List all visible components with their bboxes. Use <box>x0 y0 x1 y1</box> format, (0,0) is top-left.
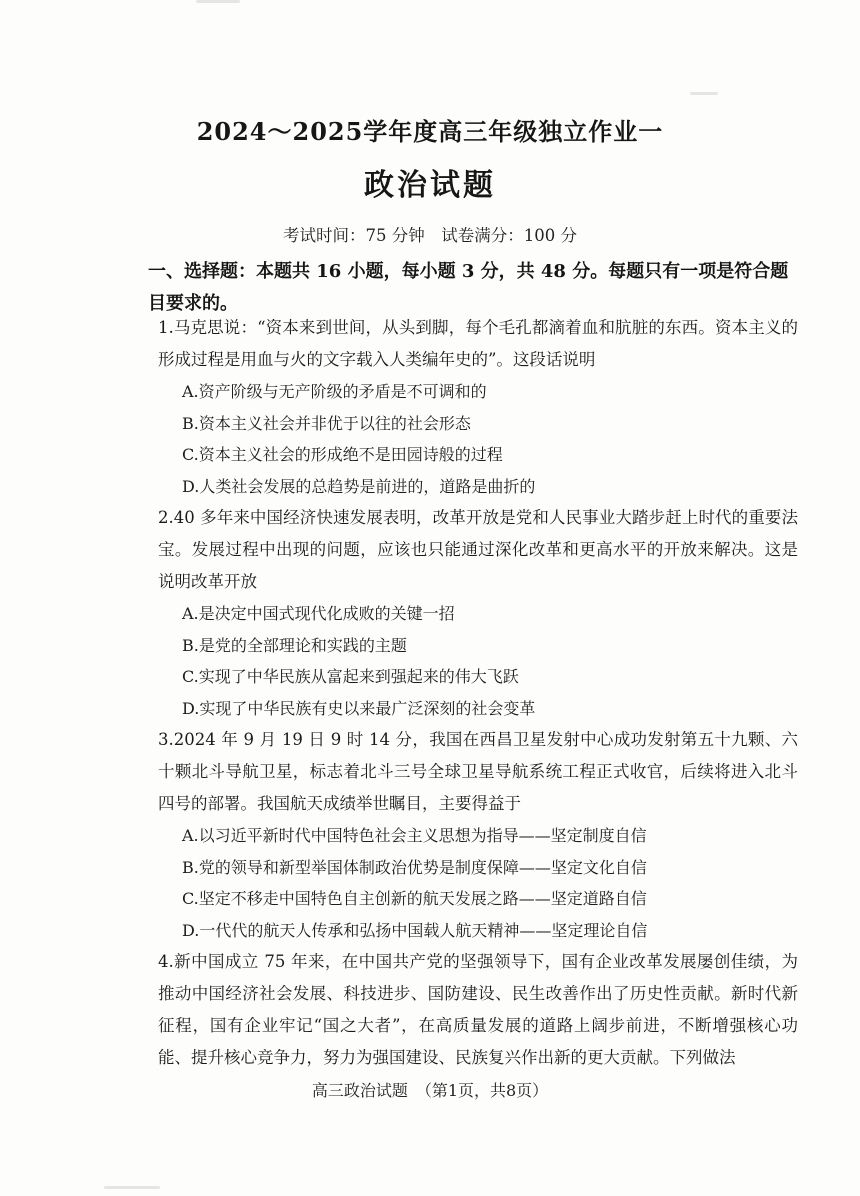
scan-artifact <box>196 0 240 3</box>
question-stem: 4.新中国成立 75 年来，在中国共产党的坚强领导下，国有企业改革发展屡创佳绩，为推动中国经济社会发展、科技进步、国防建设、民生改善作出了历史性贡献。新时代新征程，国有企业牢记“国之大者”，在高质量发展的道路上阔步前进，不断增强核心功能、提升核心竞争力，努力为强国建设、民族复兴作出新的更大贡献。下列做法 <box>158 952 798 1067</box>
question-option: C.资本主义社会的形成绝不是田园诗般的过程 <box>182 445 503 464</box>
question-option: D.实现了中华民族有史以来最广泛深刻的社会变革 <box>182 698 536 718</box>
question-option: B.资本主义社会并非优于以往的社会形态 <box>182 413 471 433</box>
question-item <box>158 946 798 1074</box>
section-heading: 一、选择题：本题共 16 小题，每小题 3 分，共 48 分。每题只有一项是符合题目要求的。 <box>148 261 789 314</box>
scan-artifact <box>104 1186 160 1189</box>
question-stem: 3.2024 年 9 月 19 日 9 时 14 分，我国在西昌卫星发射中心成功发射第五十九颗、六十颗北斗导航卫星，标志着北斗三号全球卫星导航系统工程正式收官，后续将进入北斗四号的部署。我国航天成绩举世瞩目，主要得益于 <box>158 730 798 813</box>
question-option: B.是党的全部理论和实践的主题 <box>182 635 407 655</box>
question-option: A.以习近平新时代中国特色社会主义思想为指导——坚定制度自信 <box>182 826 647 845</box>
question-item <box>158 724 798 946</box>
scan-artifact <box>690 92 718 95</box>
page-footer: 高三政治试题 （第1页，共8页） <box>311 1081 549 1100</box>
exam-title: 2024～2025学年度高三年级独立作业一 <box>196 117 664 146</box>
question-stem: 1.马克思说：“资本来到世间，从头到脚，每个毛孔都滴着血和肮脏的东西。资本主义的形成过程是用血与火的文字载入人类编年史的”。这段话说明 <box>158 318 798 369</box>
question-option: C.实现了中华民族从富起来到强起来的伟大飞跃 <box>182 667 519 686</box>
question-stem: 2.40 多年来中国经济快速发展表明，改革开放是党和人民事业大踏步赶上时代的重要法宝。发展过程中出现的问题，应该也只能通过深化改革和更高水平的开放来解决。这是说明改革开放 <box>158 508 798 591</box>
question-option: D.人类社会发展的总趋势是前进的，道路是曲折的 <box>182 476 536 496</box>
question-list <box>158 312 798 1074</box>
question-option: D.一代代的航天人传承和弘扬中国载人航天精神——坚定理论自信 <box>182 920 648 940</box>
question-option: A.资产阶级与无产阶级的矛盾是不可调和的 <box>182 382 487 401</box>
exam-info: 考试时间：75 分钟 试卷满分：100 分 <box>283 226 577 245</box>
question-option: A.是决定中国式现代化成败的关键一招 <box>182 604 455 623</box>
question-item <box>158 502 798 724</box>
question-item <box>158 312 798 502</box>
question-option: B.党的领导和新型举国体制政治优势是制度保障——坚定文化自信 <box>182 857 647 877</box>
subject-title: 政治试题 <box>364 168 496 203</box>
question-option: C.坚定不移走中国特色自主创新的航天发展之路——坚定道路自信 <box>182 889 647 908</box>
